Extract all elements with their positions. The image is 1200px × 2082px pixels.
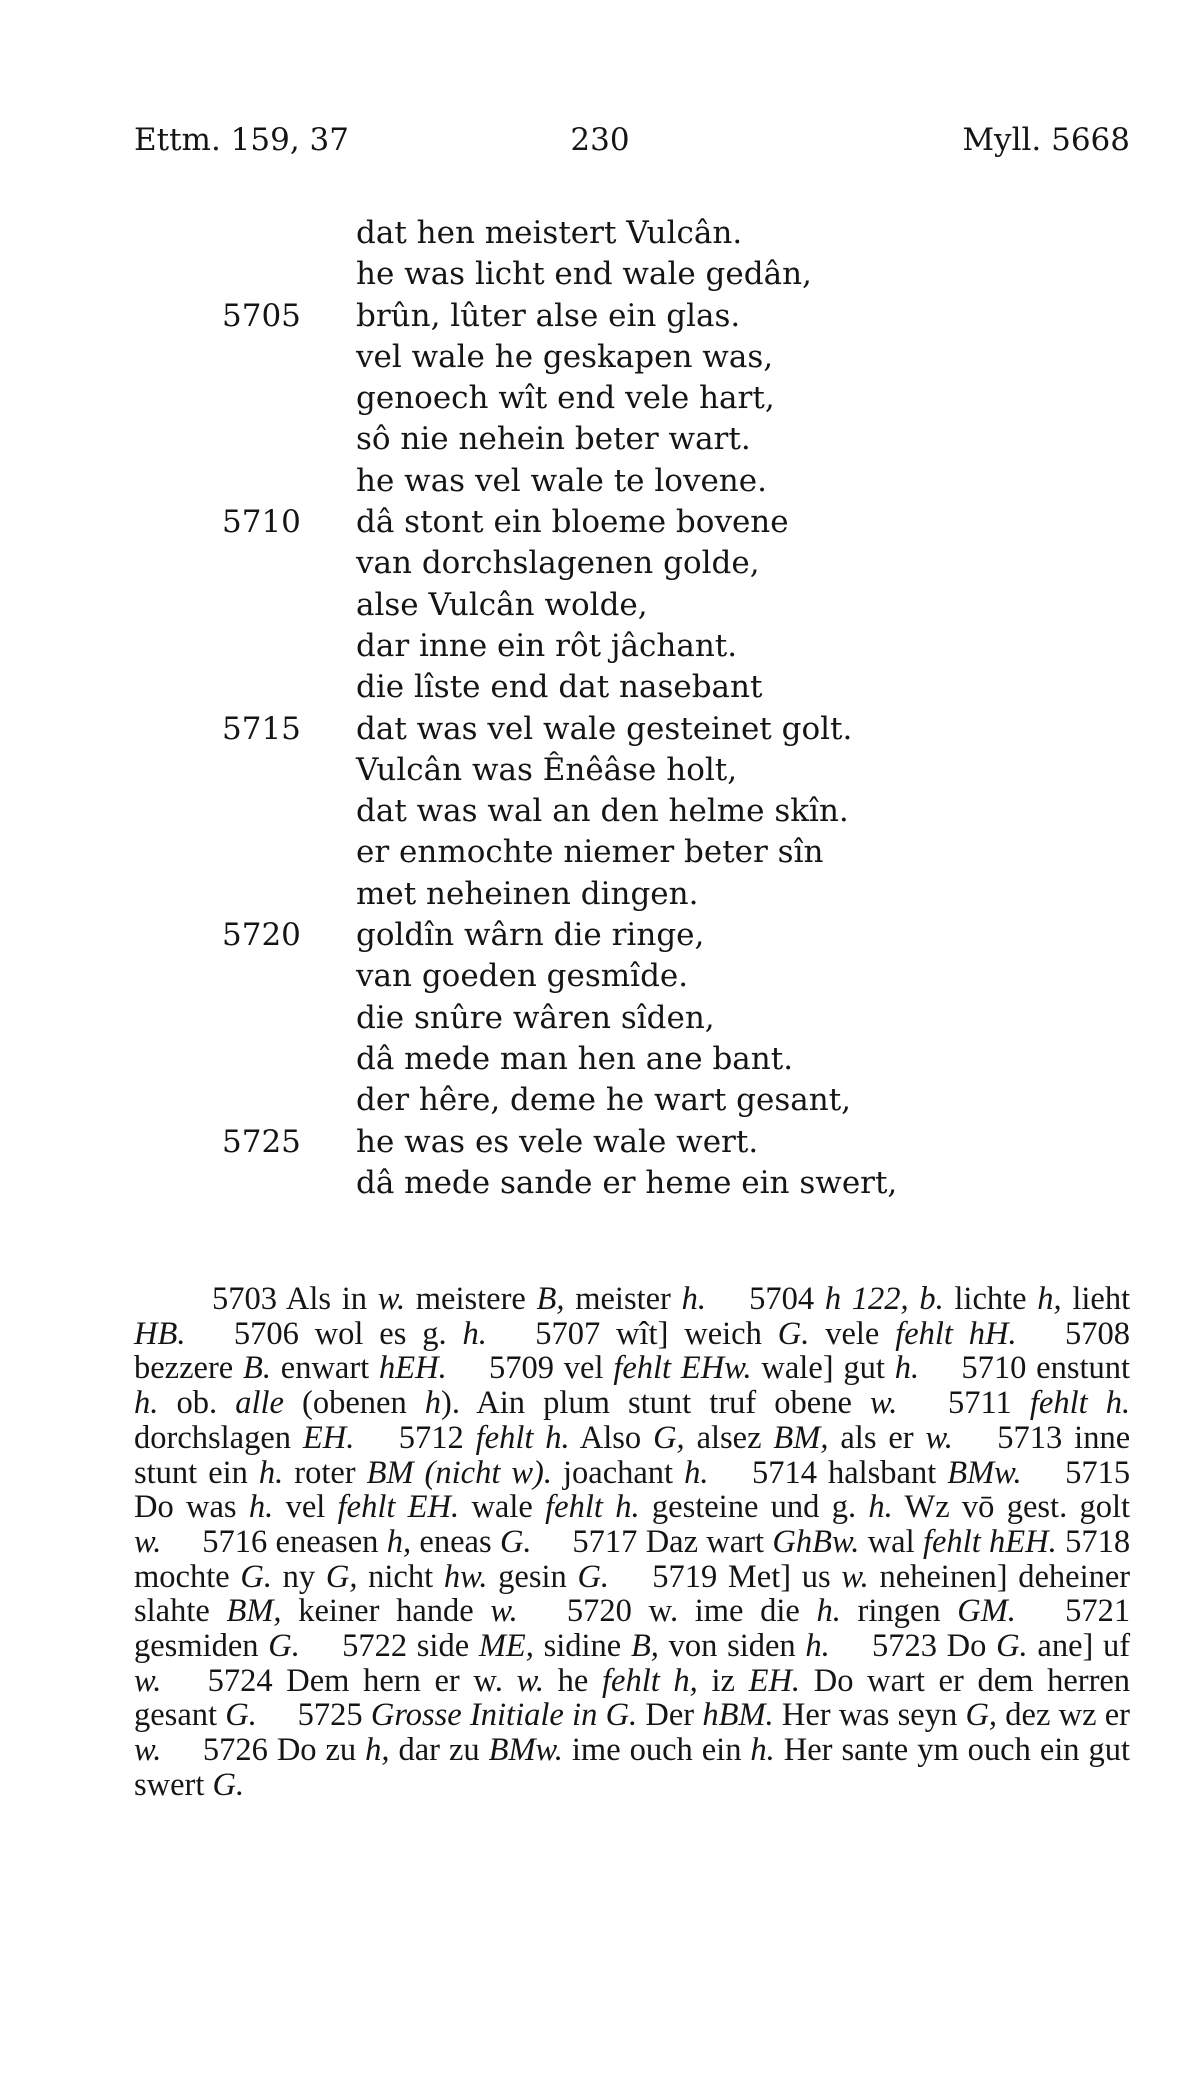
verse-line [0,296,1200,337]
verse-line [0,1080,1200,1121]
header-right-reference: Myll. 5668 [962,122,1130,158]
verse-line [0,791,1200,832]
verse-text: he was licht end wale gedân, [356,256,812,293]
verse-line [0,750,1200,791]
verse-text: vel wale he geskapen was, [356,338,774,375]
verse-text: dat was wal an den helme skîn. [356,793,849,830]
verse-text: Vulcân was Ênêâse holt, [356,751,738,788]
verse-text: dâ mede man hen ane bant. [356,1040,794,1077]
verse-line [0,1039,1200,1080]
verse-text: dat hen meistert Vulcân. [356,215,743,251]
verse-text: er enmochte niemer beter sîn [356,834,824,871]
verse-text: die snûre wâren sîden, [356,999,715,1036]
verse-number: 5720 [222,917,301,954]
verse-line [0,378,1200,419]
verse-line [0,502,1200,543]
verse-number: 5705 [222,297,301,334]
verse-text: goldîn wârn die ringe, [356,917,705,954]
verse-line [0,543,1200,584]
verse-line [0,832,1200,873]
verse-line [0,1122,1200,1163]
verse-line [0,709,1200,750]
verse-number: 5715 [222,710,301,747]
verse-line [0,213,1200,254]
verse-line [0,626,1200,667]
verse-text: dâ mede sande er heme ein swert, [356,1164,898,1201]
verse-line [0,998,1200,1039]
header-left-reference: Ettm. 159, 37 [134,122,349,158]
verse-text: he was vel wale te lovene. [356,462,767,499]
verse-text: dat was vel wale gesteinet golt. [356,710,853,747]
verse-block [0,213,1200,1204]
verse-line [0,419,1200,460]
running-header [0,122,1200,162]
verse-text: genoech wît end vele hart, [356,380,775,417]
verse-line [0,1163,1200,1204]
verse-text: alse Vulcân wolde, [356,586,648,623]
verse-text: die lîste end dat nasebant [356,669,763,706]
verse-text: dâ stont ein bloeme bovene [356,504,789,541]
verse-line [0,667,1200,708]
verse-line [0,915,1200,956]
verse-line [0,956,1200,997]
verse-line [0,874,1200,915]
page-number: 230 [570,122,630,158]
verse-number: 5710 [222,504,301,541]
verse-line [0,254,1200,295]
verse-line [0,585,1200,626]
verse-text: met neheinen dingen. [356,875,699,912]
verse-text: sô nie nehein beter wart. [356,421,751,458]
verse-number: 5725 [222,1123,301,1160]
verse-text: der hêre, deme he wart gesant, [356,1082,852,1119]
verse-line [0,461,1200,502]
verse-text: he was es vele wale wert. [356,1123,759,1160]
verse-text: van goeden gesmîde. [356,958,689,995]
verse-text: brûn, lûter alse ein glas. [356,297,741,334]
critical-apparatus [134,1282,1130,1803]
apparatus-paragraph: 5703 Als in w. meistere B, meister h. 5704 h 122, b. lichte h, lieht HB. 5706 wol es g. h. 5707 wît] weich G. vele fehlt hH. 5708 bezzere B. enwart hEH. 5709 vel fehlt EHw. wale] gut h. 5710 enstunt h. ob. alle (obenen h). Ain plum stunt truf obene w. 5711 fehlt h. dorchslagen EH. 5712 fehlt h. Also G, alsez BM, als er w. 5713 inne stunt ein h. roter BM (nicht w). joachant h. 5714 halsbant BMw. 5715 Do was h. vel fehlt EH. wale fehlt h. gesteine und g. h. Wz vō gest. golt w. 5716 eneasen h, eneas G. 5717 Daz wart GhBw. wal fehlt hEH. 5718 mochte G. ny G, nicht hw. gesin G. 5719 Met] us w. neheinen] deheiner slahte BM, keiner hande w. 5720 w. ime die h. ringen GM. 5721 gesmiden G. 5722 side ME, sidine B, von siden h. 5723 Do G. ane] uf w. 5724 Dem hern er w. w. he fehlt h, iz EH. Do wart er dem herren gesant G. 5725 Grosse Initiale in G. Der hBM. Her was seyn G, dez wz er w. 5726 Do zu h, dar zu BMw. ime ouch ein h. Her sante ym ouch ein gut swert G. [134,1281,1131,1803]
verse-text: van dorchslagenen golde, [356,545,760,582]
verse-line [0,337,1200,378]
verse-text: dar inne ein rôt jâchant. [356,627,738,664]
